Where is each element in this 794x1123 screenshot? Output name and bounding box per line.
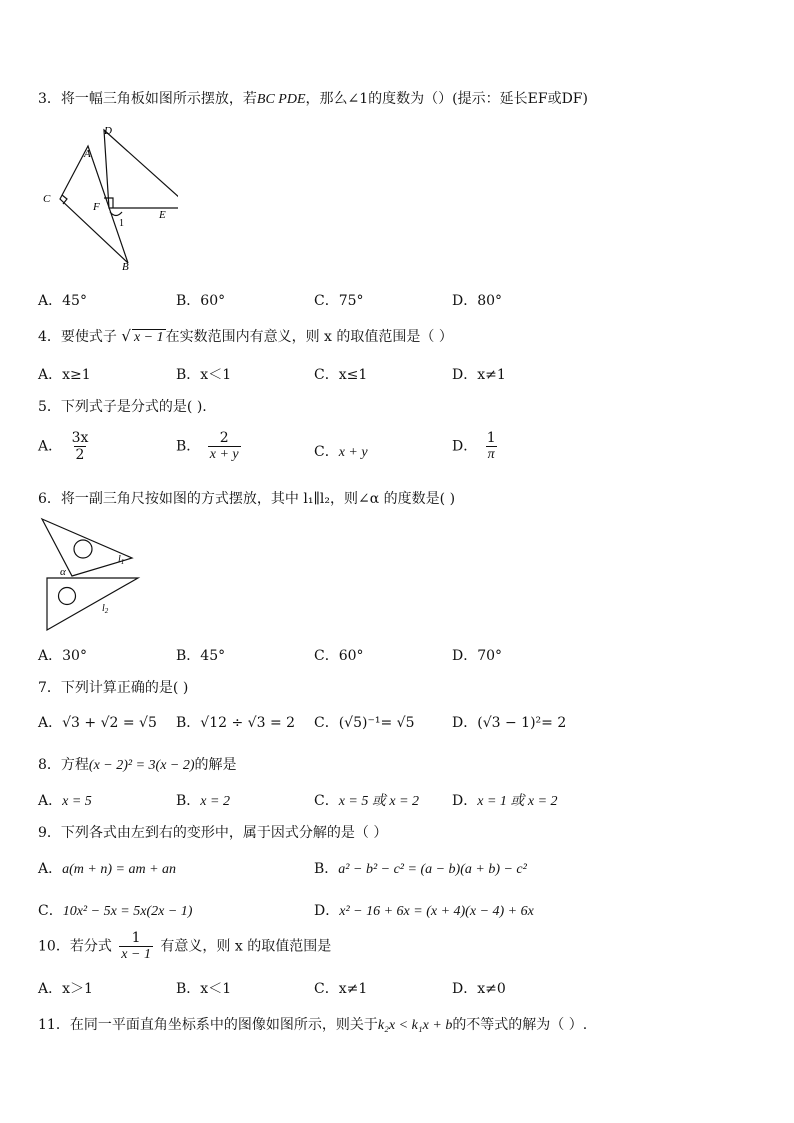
option-letter: B．	[176, 648, 201, 664]
question-text: 在实数范围内有意义，则 x 的取值范围是（ ）	[165, 329, 453, 345]
option-letter: D．	[452, 648, 478, 664]
option-a[interactable]	[38, 290, 87, 310]
option-letter: D．	[452, 793, 478, 809]
option-value: (√3 − 1)²= 2	[477, 715, 567, 731]
option-c[interactable]	[314, 290, 364, 310]
option-b[interactable]	[176, 364, 231, 384]
option-value: 45°	[200, 648, 226, 664]
option-letter: D．	[452, 438, 478, 455]
question-number: 7．	[38, 680, 61, 696]
label-b: B	[122, 261, 129, 273]
question-4-stem	[38, 326, 453, 346]
option-letter: C．	[314, 444, 339, 460]
option-value: x≠1	[338, 981, 368, 997]
option-letter: D．	[452, 981, 478, 997]
option-a[interactable]	[38, 790, 92, 810]
fraction	[119, 930, 153, 963]
denominator: x − 1	[121, 947, 151, 963]
question-text: 下列式子是分式的是( ).	[60, 399, 207, 415]
option-letter: C．	[38, 903, 63, 919]
question-11-stem	[38, 1014, 587, 1034]
option-letter: B．	[176, 793, 201, 809]
option-letter: D．	[314, 903, 340, 919]
option-letter: A．	[38, 793, 63, 809]
label-l2	[102, 603, 109, 615]
option-a[interactable]	[38, 858, 176, 878]
option-letter: A．	[38, 367, 63, 383]
condition-expression: BC PDE	[256, 92, 306, 107]
option-d[interactable]	[314, 900, 534, 920]
l1-subscript: 1	[120, 558, 125, 566]
option-value: x + y	[338, 445, 368, 460]
question-5-stem	[38, 396, 207, 416]
option-letter: D．	[452, 293, 478, 309]
option-d[interactable]	[452, 364, 506, 384]
radicand: x − 1	[133, 330, 164, 345]
question-6-stem	[38, 488, 455, 508]
equation: (x − 2)² = 3(x − 2)	[88, 758, 195, 773]
option-b[interactable]	[176, 790, 230, 810]
option-d[interactable]	[452, 645, 502, 665]
question-text: 下列各式由左到右的变形中，属于因式分解的是（ ）	[60, 825, 388, 841]
triangle-set-figure	[38, 122, 178, 274]
question-text: 有意义，则 x 的取值范围是	[160, 938, 332, 955]
question-number: 11．	[38, 1017, 70, 1033]
question-text: 下列计算正确的是( )	[60, 680, 189, 696]
option-value: x＜1	[200, 981, 232, 997]
option-value: x≠1	[477, 367, 506, 383]
option-value: 70°	[477, 648, 503, 664]
option-letter: B．	[176, 438, 201, 455]
l1-text: l	[118, 554, 121, 565]
option-value: (√5)⁻¹= √5	[338, 715, 415, 731]
option-value: 60°	[338, 648, 364, 664]
label-l1	[118, 554, 124, 566]
option-letter: A．	[38, 648, 63, 664]
option-d[interactable]	[452, 790, 558, 810]
option-a[interactable]	[38, 645, 87, 665]
question-text: 的不等式的解为（ ）.	[452, 1017, 588, 1033]
label-alpha: α	[60, 566, 66, 578]
option-value: √12 ÷ √3 = 2	[200, 715, 296, 731]
question-number: 4．	[38, 329, 61, 345]
option-d[interactable]	[452, 978, 506, 998]
option-letter: C．	[314, 293, 339, 309]
option-letter: D．	[452, 715, 478, 731]
label-e: E	[159, 209, 166, 221]
option-value: √3 + √2 = √5	[62, 715, 157, 731]
option-value: x＜1	[200, 367, 232, 383]
question-8-stem	[38, 754, 237, 774]
option-value: 45°	[62, 293, 87, 309]
option-letter: C．	[314, 367, 339, 383]
label-d: D	[104, 125, 112, 137]
option-a[interactable]	[38, 978, 93, 998]
option-letter: B．	[176, 981, 201, 997]
fraction	[208, 430, 241, 463]
numerator: 1	[486, 430, 496, 446]
denominator: x + y	[209, 447, 239, 463]
option-d[interactable]	[452, 290, 502, 310]
label-a: A	[84, 148, 91, 160]
option-value: x = 1 或 x = 2	[477, 794, 558, 809]
label-c: C	[43, 193, 51, 205]
option-value: x≥1	[62, 367, 91, 383]
option-letter: D．	[452, 367, 478, 383]
option-value: x≤1	[338, 367, 368, 383]
option-b[interactable]	[176, 978, 231, 998]
inequality: k₂x < k₁x + b	[377, 1018, 453, 1033]
option-value: x = 5 或 x = 2	[338, 794, 420, 809]
question-number: 6．	[38, 491, 61, 507]
option-value: x＞1	[62, 981, 93, 997]
option-letter: A．	[38, 861, 63, 877]
option-a[interactable]	[38, 364, 91, 384]
option-letter: C．	[314, 648, 339, 664]
option-a[interactable]	[38, 430, 93, 463]
option-a[interactable]	[38, 712, 157, 732]
option-b[interactable]	[176, 712, 295, 732]
label-angle-1: 1	[119, 218, 124, 229]
option-value: a² − b² − c² = (a − b)(a + b) − c²	[338, 862, 527, 877]
sqrt-sign: √	[121, 327, 131, 345]
upper-triangle-hole	[74, 540, 92, 558]
label-f: F	[93, 201, 100, 213]
denominator: π	[487, 447, 495, 463]
option-value: x≠0	[477, 981, 506, 997]
numerator: 3x	[71, 430, 89, 446]
triangle-def	[104, 130, 178, 208]
question-text: 要使式子	[60, 329, 117, 345]
option-b[interactable]	[176, 645, 225, 665]
question-text: 方程	[60, 757, 89, 773]
option-value: 30°	[62, 648, 87, 664]
option-letter: A．	[38, 438, 63, 455]
question-text: 若分式	[69, 938, 112, 955]
fraction	[70, 430, 91, 463]
fraction	[485, 430, 498, 463]
option-value: 60°	[200, 293, 226, 309]
lower-triangle-hole	[59, 588, 76, 605]
option-value: 75°	[338, 293, 364, 309]
option-b[interactable]	[176, 290, 225, 310]
question-7-stem	[38, 677, 188, 697]
question-text: 在同一平面直角坐标系中的图像如图所示，则关于	[69, 1017, 378, 1033]
option-c[interactable]	[314, 978, 367, 998]
option-d[interactable]	[452, 430, 501, 463]
option-letter: A．	[38, 293, 63, 309]
option-value: 80°	[477, 293, 503, 309]
numerator: 2	[219, 430, 229, 446]
numerator: 1	[131, 930, 141, 946]
question-text: ，那么∠1的度数为（）(提示：延长EF或DF)	[305, 91, 588, 107]
right-angle-mark-c	[62, 195, 67, 204]
denominator: 2	[75, 447, 85, 464]
option-value: x² − 16 + 6x = (x + 4)(x − 4) + 6x	[339, 904, 534, 919]
l2-text: l	[102, 603, 105, 614]
option-letter: C．	[314, 715, 339, 731]
option-letter: C．	[314, 793, 339, 809]
question-number: 3．	[38, 91, 61, 107]
question-text: 将一副三角尺按如图的方式摆放，其中 l₁∥l₂，则∠α 的度数是( )	[60, 491, 456, 507]
option-c[interactable]	[314, 790, 419, 810]
upper-triangle	[42, 519, 132, 576]
option-value: 10x² − 5x = 5x(2x − 1)	[62, 904, 193, 919]
question-9-stem	[38, 822, 387, 842]
option-d[interactable]	[452, 712, 566, 732]
two-set-squares-figure	[38, 514, 148, 636]
option-b[interactable]	[314, 858, 527, 878]
option-letter: B．	[176, 293, 201, 309]
option-value: a(m + n) = am + an	[62, 862, 177, 877]
lower-triangle	[47, 578, 138, 630]
option-c[interactable]	[314, 712, 414, 732]
option-letter: C．	[314, 981, 339, 997]
question-text: 的解是	[194, 757, 237, 773]
option-letter: B．	[314, 861, 339, 877]
option-c[interactable]	[314, 364, 367, 384]
option-b[interactable]	[176, 430, 244, 463]
question-3-stem	[38, 88, 588, 108]
option-letter: B．	[176, 367, 201, 383]
question-number: 9．	[38, 825, 61, 841]
question-10-stem	[38, 930, 331, 963]
option-c[interactable]	[314, 645, 364, 665]
question-number: 8．	[38, 757, 61, 773]
option-c[interactable]	[314, 441, 368, 461]
question-number: 5．	[38, 399, 61, 415]
option-c[interactable]	[38, 900, 192, 920]
option-letter: A．	[38, 981, 63, 997]
option-letter: A．	[38, 715, 63, 731]
option-letter: B．	[176, 715, 201, 731]
option-value: x = 5	[62, 794, 92, 809]
question-number: 10．	[38, 938, 70, 955]
question-text: 将一幅三角板如图所示摆放，若	[60, 91, 257, 107]
l2-subscript: 2	[104, 607, 109, 615]
option-value: x = 2	[200, 794, 230, 809]
